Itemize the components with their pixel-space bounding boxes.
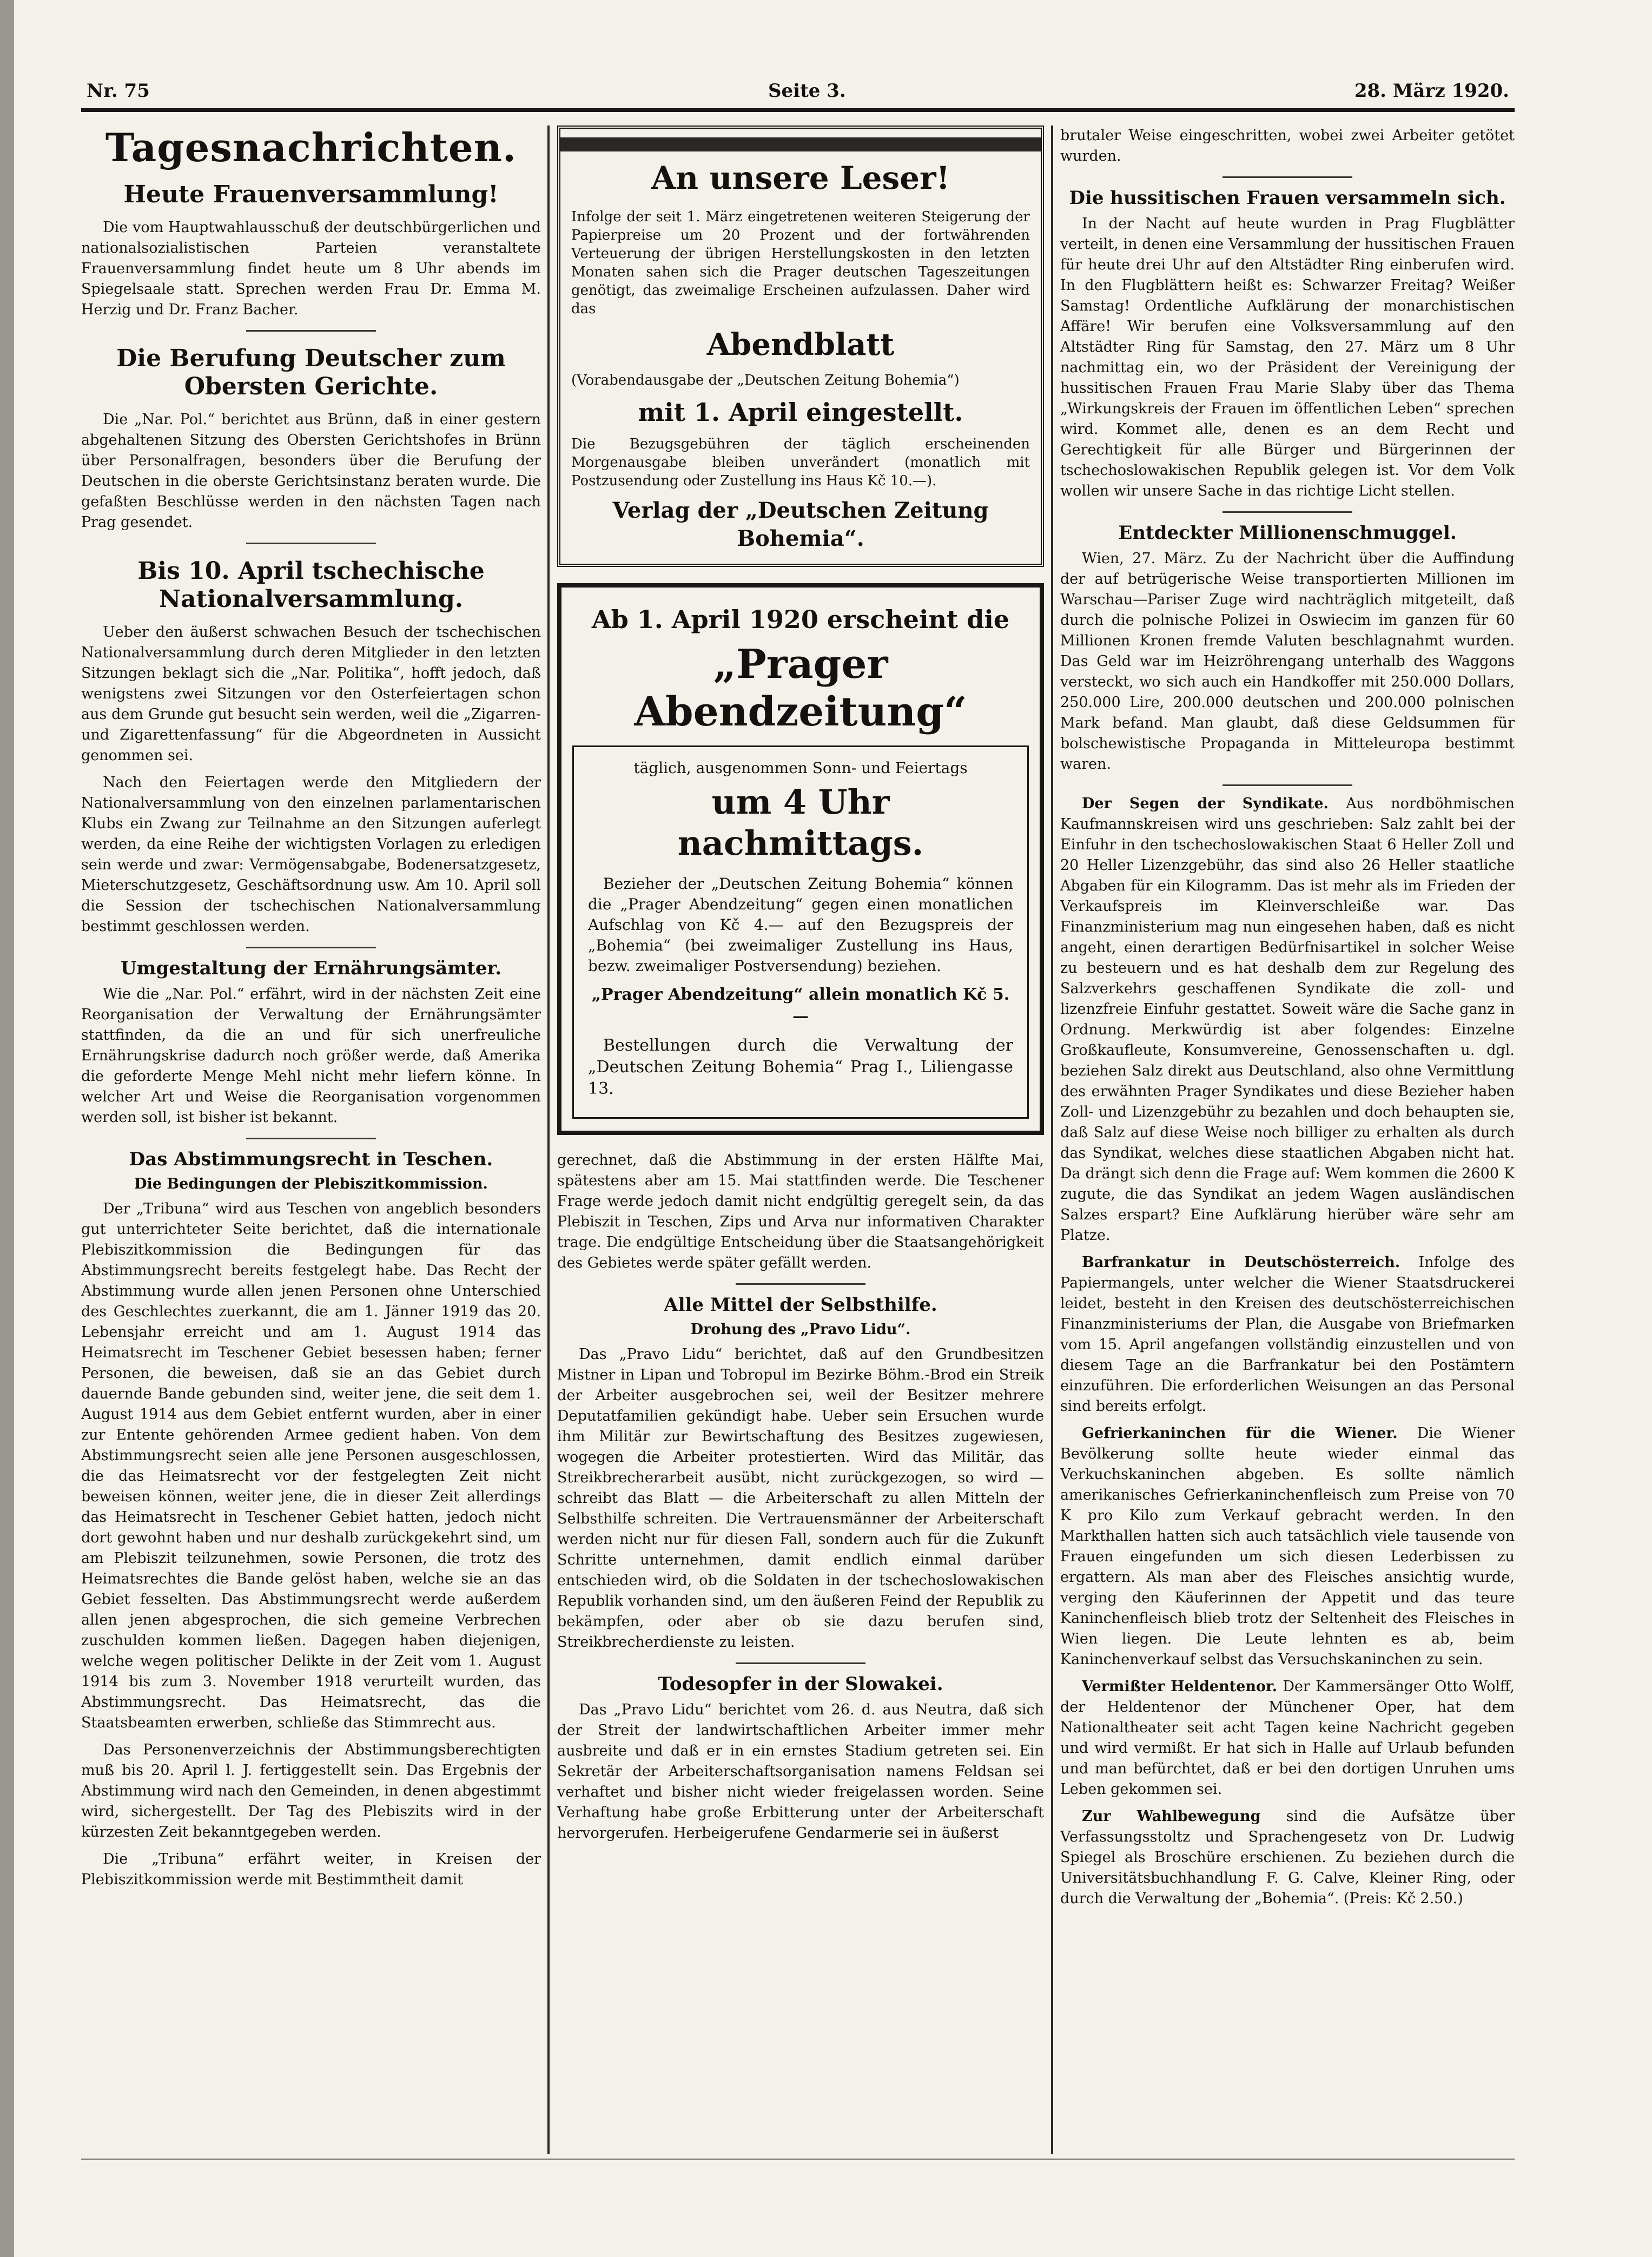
article-heading: Bis 10. April tschechische Nationalversammlung. [137,557,485,613]
article-body [1060,794,1515,1246]
notice-text: Infolge der seit 1. März eingetretenen weiteren Steigerung der Papierpreise um 20 Prozent und der fortwährenden Verteuerung der übrigen Herstellungskosten in den letzten Monaten sahen sich die Prager deutschen Tageszeitungen genötigt, das zweimalige Erscheinen aufzulassen. Daher wird das [571,209,1030,317]
column-3 [1060,126,1515,2154]
column-rule [547,126,550,2154]
article-heading: Die hussitischen Frauen versammeln sich. [1069,187,1506,209]
notice-text: Die Bezugsgebühren der täglich erscheinenden Morgenausgabe bleiben unverändert (monatlich mit Postzusendung oder Zustellung ins Haus Kč 10.—). [571,436,1030,489]
advert-daily: täglich, ausgenommen Sonn- und Feiertags [633,759,968,777]
item-lead: Barfrankatur in Deutschösterreich. [1082,1254,1400,1271]
item-text: sind die Aufsätze über Verfassungsstoltz und Sprachengesetz von Dr. Ludwig Spiegel als Broschüre erschienen. Zu beziehen durch die Universitätsbuchhandlung F. G. Calve, Kleiner Ring, oder durch die Verwaltung der „Bohemia“. (Preis: Kč 2.50.) [1060,1808,1515,1907]
page-header [81,76,1515,112]
article-body: gerechnet, daß die Abstimmung in der ersten Hälfte Mai, spätestens aber am 15. Mai stattfinden werde. Die Teschener Frage werde jedoch damit nicht endgültig geregelt sein, da das Plebiszit in Teschen, Zips und Arva nur informativen Charakter trage. Die endgültige Entscheidung über die Staatsangehörigkeit des Gebietes werde später gefällt werden. [557,1152,1044,1271]
article-body: Nach den Feiertagen werde den Mitgliedern der Nationalversammlung von den einzelnen parlamentarischen Klubs ein Zwang zur Teilnahme an den Sitzungen auferlegt werden, da eine Reihe der wichtigsten Vorlagen zu erledigen sein werde und zwar: Vermögensabgabe, Bodenersatzgesetz, Mieterschutzgesetz, Geschäftsordnung usw. Am 10. April soll die Session der tschechischen Nationalversammlung bestimmt geschlossen werden. [81,774,541,935]
article-body [1060,1423,1515,1670]
article-body: Ueber den äußerst schwachen Besuch der tschechischen Nationalversammlung durch deren Mitglieder in den letzten Sitzungen beklagt sich die „Nar. Politika“, hofft jedoch, daß wenigstens zwei Sitzungen vor den Osterfeiertagen schon aus dem Grunde gut besucht sein werden, weil die „Zigarren- und Zigarettenfassung“ für die Abgeordneten in Aussicht genommen sei. [81,624,541,764]
advert-name: „Prager Abendzeitung“ [634,641,967,735]
item-lead: Zur Wahlbewegung [1082,1808,1261,1825]
article-body [1060,1677,1515,1800]
article-subheading: Die Bedingungen der Plebiszitkommission. [134,1176,488,1192]
advert-time: um 4 Uhr nachmittags. [677,782,924,863]
article-body: Die „Tribuna“ erfährt weiter, in Kreisen der Plebiszitkommission werde mit Bestimmtheit damit [81,1851,541,1888]
article-body: Die vom Hauptwahlausschuß der deutschbürgerlichen und nationalsozialistischen Parteien veranstaltete Frauenversammlung findet heute um 8 Uhr abends im Spiegelsaale statt. Sprechen werden Frau Dr. Emma M. Herzig und Dr. Franz Bacher. [81,219,541,318]
article-divider [246,1138,376,1139]
article-body: Wie die „Nar. Pol.“ erfährt, wird in der nächsten Zeit eine Reorganisation der Verwaltung der Ernährungsämter stattfinden, da die an und für sich unerfreuliche Ernährungskrise dadurch noch größer werde, daß Amerika die geforderte Menge Mehl nicht mehr liefern könne. In welcher Art und Weise die Reorganisation vorgenommen werden soll, ist bisher ist bekannt. [81,986,541,1126]
newspaper-page [81,76,1515,2164]
notice-april: mit 1. April eingestellt. [638,398,963,427]
article-heading: Das Abstimmungsrecht in Teschen. [129,1149,493,1170]
advert-ab: Ab 1. April 1920 erscheint die [591,605,1010,634]
article-heading: Umgestaltung der Ernährungsämter. [120,958,502,979]
notice-text: (Vorabendausgabe der „Deutschen Zeitung Bohemia“) [571,372,960,388]
article-divider [1223,176,1352,178]
article-heading: Heute Frauenversammlung! [123,181,499,208]
advert-text: Bezieher der „Deutschen Zeitung Bohemia“ können die „Prager Abendzeitung“ gegen einen monatlichen Aufschlag von Kč 4.— auf den Bezugspreis der „Bohemia“ (bei zweimaliger Zustellung ins Haus, bezw. zweimaliger Postversendung) beziehen. [588,875,1013,975]
article-heading: Alle Mittel der Selbsthilfe. [664,1294,937,1316]
article-divider [1223,511,1352,513]
article-body [1060,1252,1515,1417]
advert-orders: Bestellungen durch die Verwaltung der „Deutschen Zeitung Bohemia“ Prag I., Liliengasse 13. [588,1036,1013,1098]
article-body: Der „Tribuna“ wird aus Teschen von angeblich besonders gut unterrichteter Seite berichtet, daß die internationale Plebiszitkommission die Bedingungen für das Abstimmungsrecht bereits festgelegt habe. Das Recht der Abstimmung wurde allen jenen Personen ohne Unterschied des Geschlechtes zuerkannt, die am 1. Jänner 1919 das 20. Lebensjahr erreicht und am 1. August 1914 das Heimatsrecht im Teschener Gebiet besessen haben; ferner Personen, die beweisen, daß sie an das Gebiet durch dauernde Bande gebunden sind, weiter jene, die seit dem 1. August 1914 aus dem Gebiet entfernt wurden, aber in einer zur Entente gehörenden Armee gedient haben. Von dem Abstimmungsrecht seien alle jene Personen ausgeschlossen, die das Heimatsrecht vor der festgelegten Zeit nicht beweisen können, weiter jene, die in dieser Zeit allerdings das Heimatsrecht in Teschener Gebiet hatten, jedoch nicht dort gewohnt haben und nur deshalb zurückgekehrt sind, um am Plebiszit teilzunehmen, sowie Personen, die trotz des Heimatsrechtes die Bande gelöst haben, welche sie an das Gebiet fesselten. Das Abstimmungsrecht werde außerdem allen jenen abgesprochen, die sich gemeine Verbrechen zuschulden kommen ließen. Dagegen haben diejenigen, welche wegen politischer Delikte in der Zeit vom 1. August 1914 bis zum 3. November 1918 verurteilt wurden, das Abstimmungsrecht. Das Heimatsrecht, das die Staatsbeamten erwerben, schließe das Stimmrecht aus. [81,1200,541,1731]
article-body: Wien, 27. März. Zu der Nachricht über die Auffindung der auf betrügerische Weise transportierten Millionen im Warschau—Pariser Zuge wird nachträglich mitgeteilt, daß durch die polnische Polizei in Oswiecim im ganzen für 60 Millionen Kronen fremde Valuten beschlagnahmt wurden. Das Geld war im Heizröhrengang unterhalb des Waggons versteckt, wo sich auch ein Handkoffer mit 250.000 Dollars, 250.000 Lire, 200.000 deutschen und 200.000 polnischen Mark befand. Man glaubt, daß diese Geldsummen für bolschewistische Propaganda in Mitteleuropa bestimmt waren. [1060,550,1515,773]
article-divider [246,543,376,544]
article-body: Das Personenverzeichnis der Abstimmungsberechtigten muß bis 20. April l. J. fertiggestellt sein. Das Ergebnis der Abstimmung wird nach den Gemeinden, in denen abgestimmt wird, sichergestellt. Der Tag des Plebiszits wird in der kürzesten Zeit bekanntgegeben werden. [81,1741,541,1840]
bottom-rule [81,2159,1515,2160]
item-lead: Gefrierkaninchen für die Wiener. [1082,1425,1398,1442]
notice-publisher: Verlag der „Deutschen Zeitung Bohemia“. [612,498,989,551]
article-heading: Die Berufung Deutscher zum Obersten Gerichte. [116,345,506,400]
scan-edge [0,0,14,2257]
notice-title: An unsere Leser! [651,160,950,196]
issue-date: 28. März 1920. [1354,80,1509,102]
notice-box-readers [557,126,1044,567]
item-lead: Vermißter Heldentenor. [1082,1678,1278,1695]
item-text: Infolge des Papiermangels, unter welcher die Wiener Staatsdruckerei leidet, besteht in den Kreisen des deutschösterreichischen Finanzministeriums der Plan, die Ausgabe von Briefmarken vom 15. April angefangen vollständig einzustellen und von diesem Tage an die Barfrankatur bei den Postämtern einzuführen. Die erforderlichen Weisungen an das Personal sind bereits erfolgt. [1060,1254,1515,1415]
advert-price: „Prager Abendzeitung“ allein monatlich Kč 5.— [591,985,1010,1026]
box-band [560,137,1041,151]
advert-abendzeitung [557,583,1044,1135]
article-divider [736,1283,865,1285]
article-divider [736,1662,865,1664]
item-text: Aus nordböhmischen Kaufmannskreisen wird uns geschrieben: Salz zahlt bei der Einfuhr in den tschechoslowakischen Staat 6 Heller Zoll und 20 Heller Lizenzgebühr, das sind also 26 Heller staatliche Abgaben für ein Kilogramm. Das ist mehr als im Frieden der Verkaufspreis im Kleinverschleiße war. Das Finanzministerium mag nun eingesehen haben, daß es nicht angeht, einen derartigen Bedürfnisartikel in solcher Weise zu besteuern und es hat deshalb dem zur Regelung des Salzverkehrs geschaffenen Syndikate die zoll- und lizenzfreie Einfuhr gestattet. Soweit wäre die Sache ganz in Ordnung. Merkwürdig ist aber folgendes: Einzelne Großkaufleute, Konsumvereine, Genossenschaften u. dgl. beziehen Salz direkt aus Deutschland, also ohne Vermittlung des erwähnten Prager Syndikates und diese Bezieher haben Zoll- und Lizenzgebühr zu bezahlen und doch behaupten sie, daß Salz auf diese Weise noch billiger zu erhalten als durch das Syndikat, welches diese staatlichen Abgaben nicht hat. Da drängt sich denn die Frage auf: Wem kommen die 2600 K zugute, die das Syndikat an jedem Wagen ausländischen Salzes erspart? Eine Aufklärung hierüber wäre sehr am Platze. [1060,795,1515,1244]
article-divider [246,330,376,332]
issue-number: Nr. 75 [87,80,150,102]
page-number: Seite 3. [768,80,846,102]
article-body [1060,1806,1515,1909]
item-lead: Der Segen der Syndikate. [1082,795,1329,812]
column-1 [81,126,541,2154]
item-text: Die Wiener Bevölkerung sollte heute wieder einmal das Verkuchskaninchen abgeben. Es sollte nämlich amerikanisches Gefrierkaninchenfleisch zum Preise von 70 K pro Kilo zum Verkauf gebracht werden. In den Markthallen hatten sich auch tatsächlich viele tausende von Frauen eingefunden um sich diesen Lederbissen zu ergattern. Als man aber des Fleisches ansichtig wurde, verging den Käuferinnen der Appetit und das teure Kaninchenfleisch blieb trotz der Seltenheit des Fleisches in Wien liegen. Die Leute lehnten es ab, beim Kaninchenverkauf selbst das Versuchskaninchen zu sein. [1060,1425,1515,1668]
article-body: In der Nacht auf heute wurden in Prag Flugblätter verteilt, in denen eine Versammlung der hussitischen Frauen für heute drei Uhr auf den Altstädter Ring einberufen wird. In den Flugblättern heißt es: Schwarzer Freitag? Weißer Samstag! Ordentliche Aufklärung der monarchistischen Affäre! Wir berufen eine Volksversammlung auf den Altstädter Ring für Samstag, den 27. März um 8 Uhr nachmittag ein, wo der Präsident der Vereinigung der hussitischen Frauen Frau Marie Slaby über das Thema „Wirkungskreis der Frauen im öffentlichen Leben“ sprechen wird. Kommet alle, denen es an dem Recht und Gerechtigkeit für alle Bürger und Bürgerinnen der tschechoslowakischen Republik gelegen ist. Vor dem Volk wollen wir unsere Sache in das richtige Licht stellen. [1060,215,1515,499]
column-2 [557,126,1044,2154]
article-subheading: Drohung des „Pravo Lidu“. [690,1321,911,1338]
column-rule [1051,126,1053,2154]
article-body: Das „Pravo Lidu“ berichtet vom 26. d. aus Neutra, daß sich der Streit der landwirtschaftlichen Arbeiter immer mehr ausbreite und daß er in ein ernstes Stadium getreten sei. Ein Sekretär der Arbeiterschaftsorganisation namens Feldsan sei verhaftet und bisher nicht wieder freigelassen worden. Seine Verhaftung habe große Erbitterung unter der Arbeiterschaft hervorgerufen. Herbeigerufene Gendarmerie sei in äußerst [557,1701,1044,1842]
article-heading: Entdeckter Millionenschmuggel. [1118,522,1457,544]
article-divider [246,947,376,948]
notice-abendblatt: Abendblatt [706,327,895,362]
article-body: Die „Nar. Pol.“ berichtet aus Brünn, daß in einer gestern abgehaltenen Sitzung des Obersten Gerichtshofes in Brünn über Personalfragen, besonders über die Berufung der Deutschen in die oberste Gerichtsinstanz beraten wurde. Die gefaßten Beschlüsse werden in den nächsten Tagen nach Prag gesendet. [81,411,541,531]
article-body: Das „Pravo Lidu“ berichtet, daß auf den Grundbesitzen Mistner in Lipan und Tobropul im Bezirke Böhm.-Brod ein Streik der Arbeiter ausgebrochen sei, weil der Besitzer mehrere Deputatfamilien gekündigt habe. Ueber sein Ersuchen wurde ihm Militär zur Bewirtschaftung des Besitzes zugewiesen, wogegen die Arbeiter protestierten. Wird das Militär, das Streikbrecherarbeit ausübt, nicht zurückgezogen, so wird — schreibt das Blatt — die Arbeiterschaft zu allen Mitteln der Selbsthilfe schreiten. Die Vertrauensmänner der Arbeiterschaft werden nicht nur für diesen Fall, sondern auch für die Zukunft Schritte unternehmen, damit endlich einmal darüber entschieden wird, ob die Soldaten in der tschechoslowakischen Republik vorhanden sind, um den äußeren Feind der Republik zu bekämpfen, oder aber ob sie dazu berufen sind, Streikbrecherdienste zu leisten. [557,1346,1044,1651]
item-text: Der Kammersänger Otto Wolff, der Heldentenor der Münchener Oper, hat dem Nationaltheater seit acht Tagen keine Nachricht gegeben und wird vermißt. Er hat sich in Halle auf Urlaub befunden und man befürchtet, daß er bei den dortigen Unruhen ums Leben gekommen sei. [1060,1678,1515,1798]
article-heading: Todesopfer in der Slowakei. [658,1673,943,1695]
section-title: Tagesnachrichten. [105,126,517,170]
article-body: brutaler Weise eingeschritten, wobei zwei Arbeiter getötet wurden. [1060,127,1515,164]
article-divider [1223,784,1352,786]
advert-inner-box [572,745,1029,1119]
